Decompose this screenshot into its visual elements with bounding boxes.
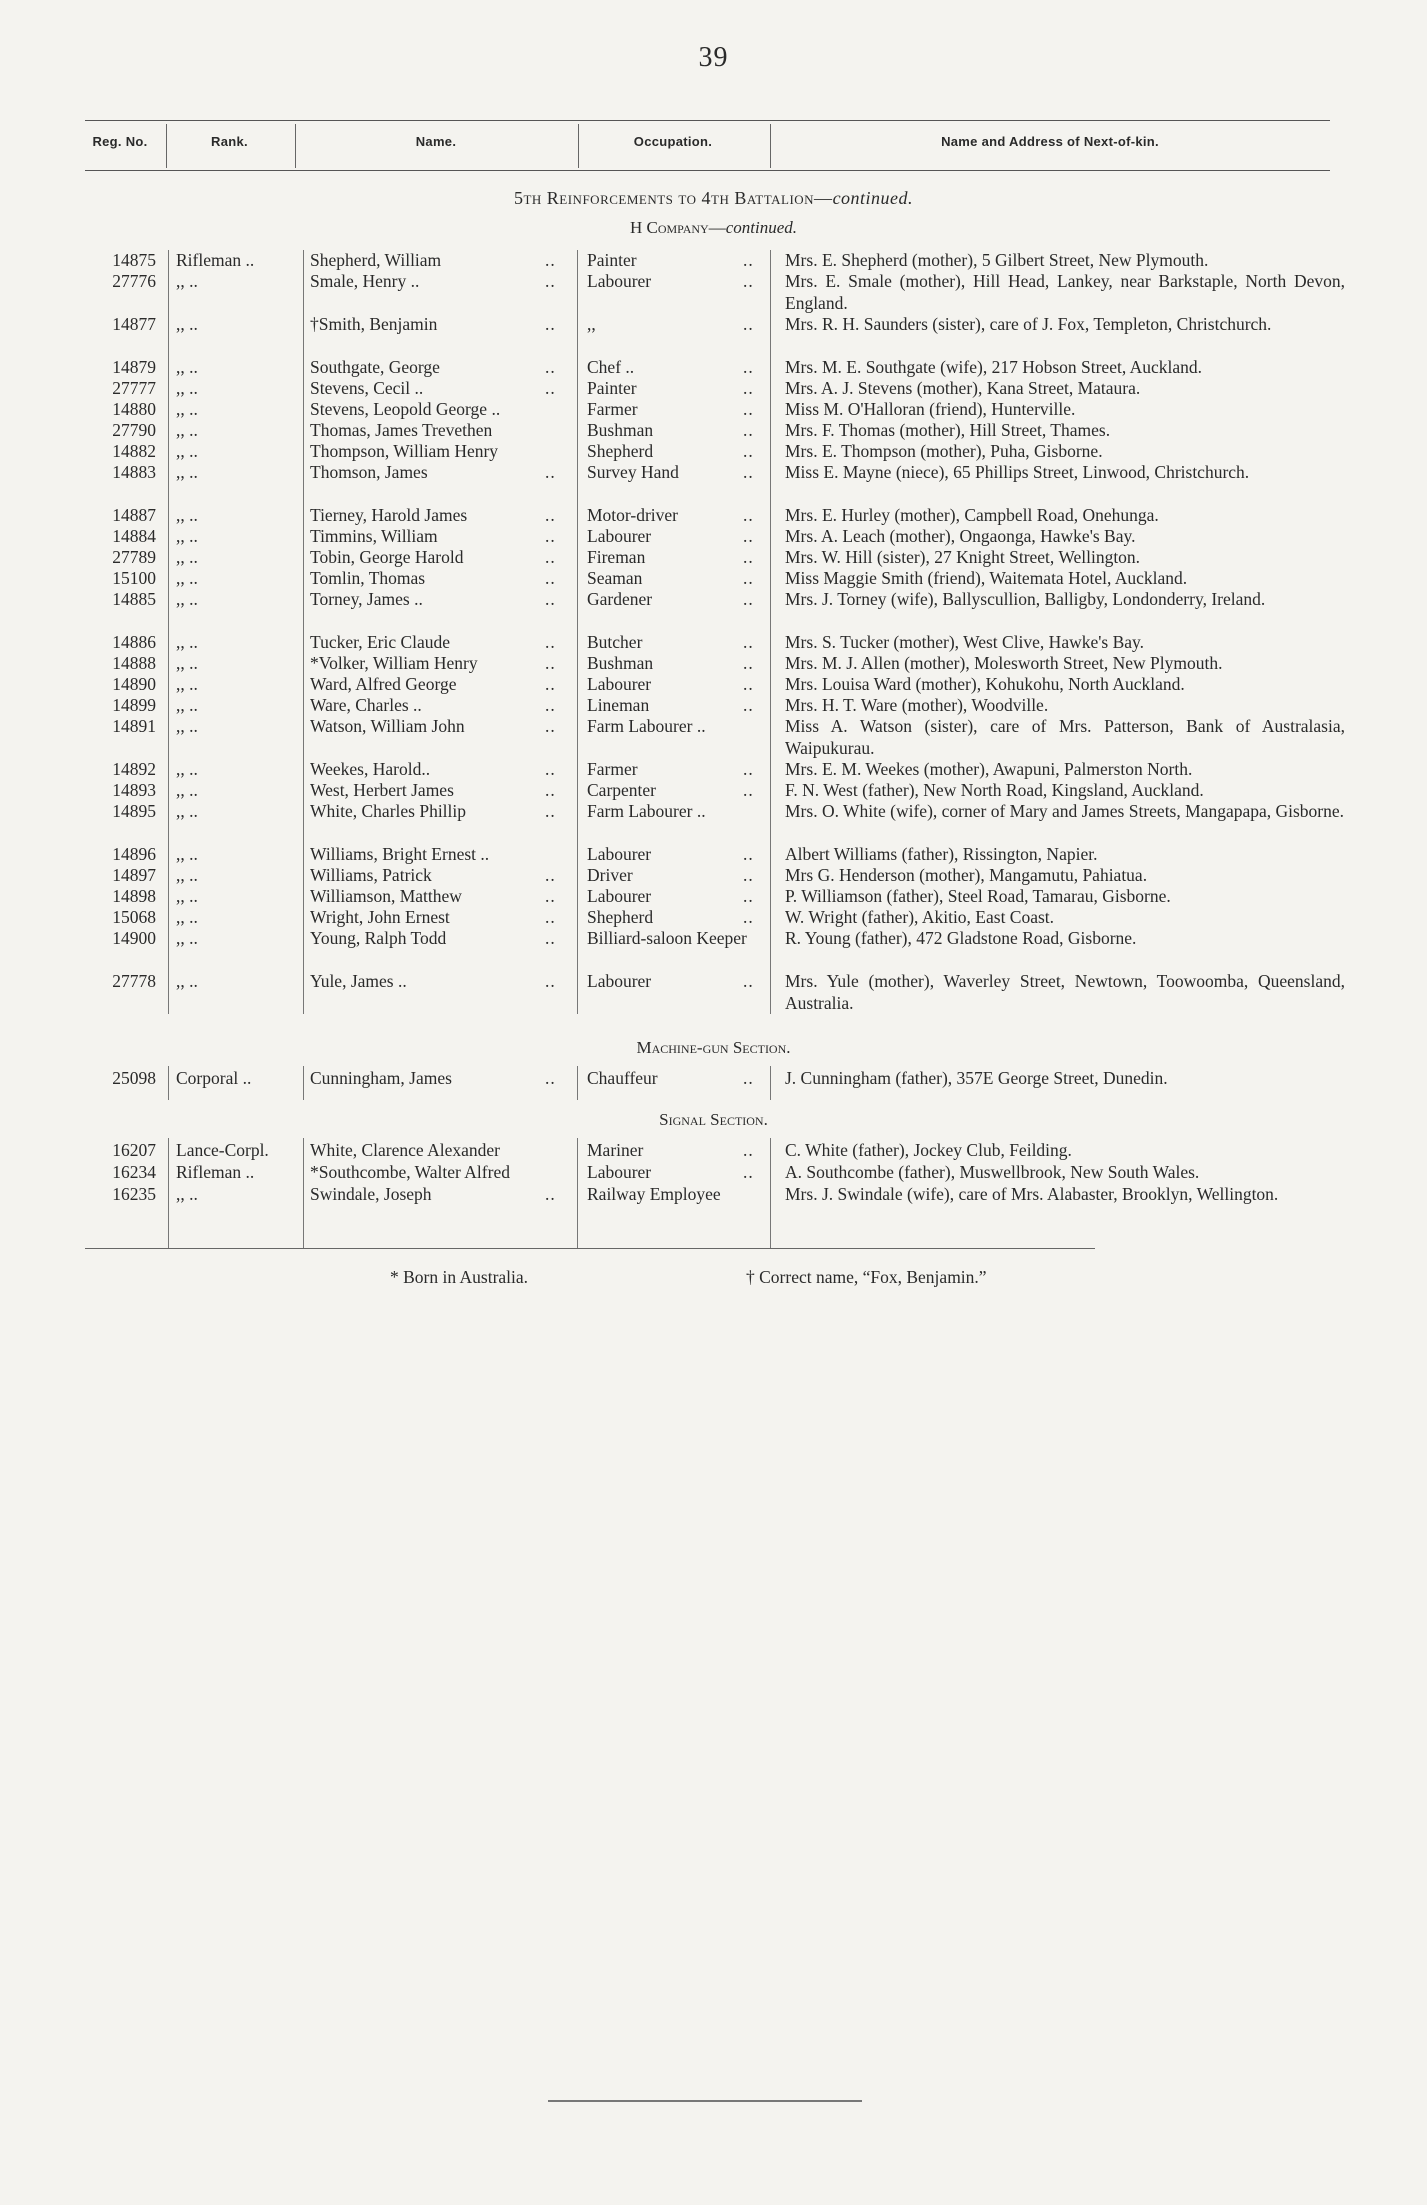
next-of-kin-cell: C. White (father), Jockey Club, Feilding. (785, 1140, 1072, 1160)
table-row (0, 568, 1427, 589)
reg-no-cell: 27777 (112, 378, 156, 398)
occupation-cell: Mariner (587, 1140, 644, 1160)
leader-dots: .. (743, 780, 754, 800)
leader-dots: .. (545, 759, 556, 779)
reg-no-cell: 14898 (112, 886, 156, 906)
leader-dots: .. (743, 526, 754, 546)
name-cell: Tierney, Harold James (310, 505, 468, 525)
reg-no-cell: 15100 (112, 568, 156, 588)
rank-cell: ,, .. (176, 547, 198, 567)
occupation-cell: Shepherd (587, 907, 654, 927)
leader-dots: .. (545, 568, 556, 588)
header-next-of-kin: Name and Address of Next-of-kin. (941, 134, 1159, 149)
leader-dots: .. (545, 716, 556, 736)
table-bottom-rule (85, 1248, 1095, 1249)
occupation-cell: Butcher (587, 632, 643, 652)
name-cell: Southgate, George (310, 357, 440, 377)
table-row (0, 250, 1427, 271)
rank-cell: ,, .. (176, 928, 198, 948)
rank-cell: ,, .. (176, 780, 198, 800)
rank-cell: ,, .. (176, 886, 198, 906)
table-row (0, 844, 1427, 865)
reg-no-cell: 14880 (112, 399, 156, 419)
name-cell: White, Clarence Alexander (310, 1140, 500, 1160)
rank-cell: ,, .. (176, 674, 198, 694)
reg-no-cell: 14890 (112, 674, 156, 694)
reg-no-cell: 14887 (112, 505, 156, 525)
reg-no-cell: 14891 (112, 716, 156, 736)
header-top-rule (85, 120, 1330, 121)
leader-dots: .. (743, 759, 754, 779)
next-of-kin-cell: Mrs. R. H. Saunders (sister), care of J. Fox, Templeton, Christchurch. (785, 314, 1272, 334)
leader-dots: .. (743, 399, 754, 419)
leader-dots: .. (545, 547, 556, 567)
leader-dots: .. (545, 1184, 556, 1204)
next-of-kin-cell: Mrs. E. Smale (mother), Hill Head, Lankey, near Barkstaple, North Devon, England. (785, 271, 1345, 313)
leader-dots: .. (545, 695, 556, 715)
reg-no-cell: 14877 (112, 314, 156, 334)
column-rule (168, 1138, 169, 1248)
table-row (0, 314, 1427, 357)
next-of-kin-cell: Mrs. M. E. Southgate (wife), 217 Hobson Street, Auckland. (785, 357, 1203, 377)
occupation-cell: Billiard-saloon Keeper (587, 928, 747, 948)
occupation-cell: Labourer (587, 886, 652, 906)
table-row (0, 928, 1427, 971)
occupation-cell: Farmer (587, 759, 638, 779)
table-row (0, 441, 1427, 462)
column-rule (770, 1066, 771, 1100)
leader-dots: .. (545, 1068, 556, 1088)
leader-dots: .. (743, 653, 754, 673)
rank-cell: ,, .. (176, 632, 198, 652)
leader-dots: .. (545, 462, 556, 482)
next-of-kin-cell: Miss M. O'Halloran (friend), Hunterville. (785, 399, 1076, 419)
reg-no-cell: 14892 (112, 759, 156, 779)
occupation-cell: ,, (587, 314, 596, 334)
next-of-kin-cell: P. Williamson (father), Steel Road, Tamarau, Gisborne. (785, 886, 1171, 906)
occupation-cell: Labourer (587, 271, 652, 291)
reg-no-cell: 14875 (112, 250, 156, 270)
reg-no-cell: 14886 (112, 632, 156, 652)
leader-dots: .. (743, 505, 754, 525)
leader-dots: .. (743, 547, 754, 567)
occupation-cell: Labourer (587, 526, 652, 546)
rank-cell: ,, .. (176, 462, 198, 482)
header-name: Name. (415, 134, 457, 149)
next-of-kin-cell: Mrs. Louisa Ward (mother), Kohukohu, North Auckland. (785, 674, 1185, 694)
name-cell: Torney, James .. (310, 589, 423, 609)
table-row (0, 505, 1427, 526)
reg-no-cell: 14900 (112, 928, 156, 948)
leader-dots: .. (743, 1140, 754, 1160)
next-of-kin-cell: Miss Maggie Smith (friend), Waitemata Hotel, Auckland. (785, 568, 1188, 588)
machine-gun-title (0, 1038, 1427, 1058)
next-of-kin-cell: F. N. West (father), New North Road, Kingsland, Auckland. (785, 780, 1204, 800)
name-cell: †Smith, Benjamin (310, 314, 438, 334)
rank-cell: ,, .. (176, 399, 198, 419)
rank-cell: ,, .. (176, 441, 198, 461)
reg-no-cell: 14879 (112, 357, 156, 377)
company-title-continued: continued. (725, 218, 798, 237)
column-rule (577, 1066, 578, 1100)
rank-cell: ,, .. (176, 695, 198, 715)
leader-dots: .. (743, 865, 754, 885)
header-reg-no: Reg. No. (92, 134, 148, 149)
leader-dots: .. (743, 271, 754, 291)
reg-no-cell: 15068 (112, 907, 156, 927)
occupation-cell: Driver (587, 865, 633, 885)
name-cell: Young, Ralph Todd (310, 928, 447, 948)
next-of-kin-cell: Miss A. Watson (sister), care of Mrs. Patterson, Bank of Australasia, Waipukurau. (785, 716, 1345, 758)
leader-dots: .. (545, 971, 556, 991)
column-rule (303, 1138, 304, 1248)
occupation-cell: Labourer (587, 1162, 652, 1182)
rank-cell: Lance-Corpl. (176, 1140, 269, 1160)
reg-no-cell: 14893 (112, 780, 156, 800)
reg-no-cell: 14896 (112, 844, 156, 864)
rank-cell: ,, .. (176, 378, 198, 398)
reg-no-cell: 14885 (112, 589, 156, 609)
occupation-cell: Chef .. (587, 357, 635, 377)
header-rank: Rank. (211, 134, 248, 149)
name-cell: Williams, Patrick (310, 865, 432, 885)
occupation-cell: Painter (587, 250, 637, 270)
reg-no-cell: 14888 (112, 653, 156, 673)
table-row (0, 632, 1427, 653)
end-rule (548, 2100, 862, 2102)
next-of-kin-cell: A. Southcombe (father), Muswellbrook, New South Wales. (785, 1162, 1200, 1182)
table-row (0, 399, 1427, 420)
rank-cell: ,, .. (176, 357, 198, 377)
name-cell: *Volker, William Henry (310, 653, 478, 673)
reg-no-cell: 16235 (112, 1184, 156, 1204)
leader-dots: .. (743, 632, 754, 652)
rank-cell: ,, .. (176, 505, 198, 525)
name-cell: Ward, Alfred George (310, 674, 457, 694)
rank-cell: ,, .. (176, 907, 198, 927)
next-of-kin-cell: Mrs. E. M. Weekes (mother), Awapuni, Palmerston North. (785, 759, 1193, 779)
next-of-kin-cell: Miss E. Mayne (niece), 65 Phillips Street, Linwood, Christchurch. (785, 462, 1250, 482)
table-row (0, 420, 1427, 441)
name-cell: Swindale, Joseph (310, 1184, 432, 1204)
name-cell: Stevens, Cecil .. (310, 378, 424, 398)
leader-dots: .. (743, 462, 754, 482)
name-cell: Williamson, Matthew (310, 886, 462, 906)
table-row (0, 462, 1427, 505)
occupation-cell: Survey Hand (587, 462, 679, 482)
table-row (0, 907, 1427, 928)
next-of-kin-cell: Mrs. E. Hurley (mother), Campbell Road, Onehunga. (785, 505, 1159, 525)
occupation-cell: Farm Labourer .. (587, 801, 706, 821)
occupation-cell: Shepherd (587, 441, 654, 461)
occupation-cell: Farmer (587, 399, 638, 419)
table-row (0, 674, 1427, 695)
leader-dots: .. (743, 674, 754, 694)
reg-no-cell: 27789 (112, 547, 156, 567)
rank-cell: ,, .. (176, 271, 198, 291)
table-row (0, 886, 1427, 907)
name-cell: Smale, Henry .. (310, 271, 420, 291)
occupation-cell: Labourer (587, 844, 652, 864)
name-cell: Weekes, Harold.. (310, 759, 431, 779)
next-of-kin-cell: Mrs. H. T. Ware (mother), Woodville. (785, 695, 1049, 715)
table-row (0, 971, 1427, 1014)
leader-dots: .. (743, 250, 754, 270)
rank-cell: ,, .. (176, 589, 198, 609)
next-of-kin-cell: Mrs. A. Leach (mother), Ongaonga, Hawke's Bay. (785, 526, 1136, 546)
rank-cell: ,, .. (176, 971, 198, 991)
occupation-cell: Railway Employee (587, 1184, 721, 1204)
occupation-cell: Painter (587, 378, 637, 398)
next-of-kin-cell: Mrs. E. Shepherd (mother), 5 Gilbert Street, New Plymouth. (785, 250, 1209, 270)
signal-title (0, 1110, 1427, 1130)
footnote-born-australia: * Born in Australia. (390, 1267, 529, 1287)
next-of-kin-cell: Mrs. M. J. Allen (mother), Molesworth Street, New Plymouth. (785, 653, 1223, 673)
section-title (0, 188, 1427, 209)
table-row (0, 378, 1427, 399)
table-row (0, 653, 1427, 674)
rank-cell: ,, .. (176, 716, 198, 736)
rank-cell: ,, .. (176, 526, 198, 546)
occupation-cell: Gardener (587, 589, 653, 609)
occupation-cell: Chauffeur (587, 1068, 658, 1088)
reg-no-cell: 14883 (112, 462, 156, 482)
leader-dots: .. (743, 907, 754, 927)
name-cell: *Southcombe, Walter Alfred (310, 1162, 510, 1182)
rank-cell: Rifleman .. (176, 250, 255, 270)
next-of-kin-cell: Mrs. F. Thomas (mother), Hill Street, Thames. (785, 420, 1111, 440)
leader-dots: .. (743, 441, 754, 461)
leader-dots: .. (545, 250, 556, 270)
leader-dots: .. (545, 801, 556, 821)
occupation-cell: Labourer (587, 674, 652, 694)
rank-cell: ,, .. (176, 314, 198, 334)
company-title-main: H Company— (629, 218, 726, 237)
name-cell: Thomson, James (310, 462, 428, 482)
table-row (0, 695, 1427, 716)
reg-no-cell: 14882 (112, 441, 156, 461)
leader-dots: .. (545, 271, 556, 291)
table-row (0, 271, 1427, 314)
table-row (0, 357, 1427, 378)
name-cell: Thompson, William Henry (310, 441, 499, 461)
next-of-kin-cell: Albert Williams (father), Rissington, Napier. (785, 844, 1098, 864)
header-occupation: Occupation. (633, 134, 713, 149)
footnote-correct-name: † Correct name, “Fox, Benjamin.” (746, 1267, 987, 1287)
name-cell: Watson, William John (310, 716, 465, 736)
leader-dots: .. (545, 653, 556, 673)
name-cell: White, Charles Phillip (310, 801, 467, 821)
occupation-cell: Labourer (587, 971, 652, 991)
table-row (0, 801, 1427, 844)
rank-cell: ,, .. (176, 865, 198, 885)
leader-dots: .. (545, 357, 556, 377)
rank-cell: ,, .. (176, 844, 198, 864)
leader-dots: .. (743, 844, 754, 864)
reg-no-cell: 14895 (112, 801, 156, 821)
next-of-kin-cell: Mrs. J. Swindale (wife), care of Mrs. Alabaster, Brooklyn, Wellington. (785, 1184, 1279, 1204)
rank-cell: ,, .. (176, 759, 198, 779)
leader-dots: .. (545, 526, 556, 546)
rank-cell: Corporal .. (176, 1068, 252, 1088)
next-of-kin-cell: Mrs. E. Thompson (mother), Puha, Gisborne. (785, 441, 1103, 461)
next-of-kin-cell: R. Young (father), 472 Gladstone Road, Gisborne. (785, 928, 1137, 948)
name-cell: Thomas, James Trevethen (310, 420, 493, 440)
occupation-cell: Motor-driver (587, 505, 679, 525)
next-of-kin-cell: Mrs. Yule (mother), Waverley Street, Newtown, Toowoomba, Queensland, Australia. (785, 971, 1345, 1013)
table-row (0, 526, 1427, 547)
leader-dots: .. (743, 1068, 754, 1088)
column-rule (168, 1066, 169, 1100)
occupation-cell: Bushman (587, 420, 654, 440)
machine-gun-title-text: Machine-gun Section. (636, 1038, 791, 1057)
leader-dots: .. (743, 378, 754, 398)
rank-cell: ,, .. (176, 420, 198, 440)
occupation-cell: Lineman (587, 695, 650, 715)
occupation-cell: Carpenter (587, 780, 656, 800)
reg-no-cell: 27776 (112, 271, 156, 291)
rank-cell: ,, .. (176, 801, 198, 821)
page-number: 39 (698, 42, 729, 73)
name-cell: West, Herbert James (310, 780, 454, 800)
reg-no-cell: 25098 (112, 1068, 156, 1088)
name-cell: Timmins, William (310, 526, 438, 546)
leader-dots: .. (545, 314, 556, 334)
leader-dots: .. (743, 568, 754, 588)
rank-cell: ,, .. (176, 1184, 198, 1204)
next-of-kin-cell: Mrs. O. White (wife), corner of Mary and James Streets, Mangapapa, Gisborne. (785, 801, 1345, 821)
leader-dots: .. (743, 971, 754, 991)
rank-cell: ,, .. (176, 568, 198, 588)
column-rule (577, 1138, 578, 1248)
name-cell: Tomlin, Thomas (310, 568, 426, 588)
name-cell: Shepherd, William (310, 250, 442, 270)
leader-dots: .. (545, 505, 556, 525)
name-cell: Yule, James .. (310, 971, 407, 991)
rank-cell: ,, .. (176, 653, 198, 673)
leader-dots: .. (545, 589, 556, 609)
occupation-cell: Bushman (587, 653, 654, 673)
leader-dots: .. (743, 1162, 754, 1182)
name-cell: Ware, Charles .. (310, 695, 422, 715)
next-of-kin-cell: Mrs. W. Hill (sister), 27 Knight Street, Wellington. (785, 547, 1141, 567)
next-of-kin-cell: Mrs. J. Torney (wife), Ballyscullion, Balligby, Londonderry, Ireland. (785, 589, 1266, 609)
rank-cell: Rifleman .. (176, 1162, 255, 1182)
leader-dots: .. (545, 865, 556, 885)
leader-dots: .. (545, 780, 556, 800)
name-cell: Stevens, Leopold George .. (310, 399, 501, 419)
table-row (0, 547, 1427, 568)
leader-dots: .. (545, 632, 556, 652)
occupation-cell: Fireman (587, 547, 646, 567)
leader-dots: .. (545, 378, 556, 398)
reg-no-cell: 14899 (112, 695, 156, 715)
leader-dots: .. (743, 886, 754, 906)
leader-dots: .. (545, 674, 556, 694)
leader-dots: .. (743, 589, 754, 609)
section-title-continued: continued. (832, 188, 914, 208)
table-row (0, 780, 1427, 801)
name-cell: Tobin, George Harold (310, 547, 464, 567)
next-of-kin-cell: Mrs G. Henderson (mother), Mangamutu, Pahiatua. (785, 865, 1148, 885)
company-title (0, 218, 1427, 238)
signal-title-text: Signal Section. (659, 1110, 768, 1129)
table-row (0, 716, 1427, 759)
name-cell: Cunningham, James (310, 1068, 452, 1088)
next-of-kin-cell: Mrs. A. J. Stevens (mother), Kana Street, Mataura. (785, 378, 1141, 398)
reg-no-cell: 16207 (112, 1140, 156, 1160)
next-of-kin-cell: Mrs. S. Tucker (mother), West Clive, Hawke's Bay. (785, 632, 1145, 652)
column-rule (303, 1066, 304, 1100)
name-cell: Williams, Bright Ernest .. (310, 844, 490, 864)
leader-dots: .. (743, 357, 754, 377)
leader-dots: .. (545, 886, 556, 906)
reg-no-cell: 27778 (112, 971, 156, 991)
next-of-kin-cell: J. Cunningham (father), 357E George Street, Dunedin. (785, 1068, 1168, 1088)
table-row (0, 589, 1427, 632)
leader-dots: .. (545, 907, 556, 927)
name-cell: Wright, John Ernest (310, 907, 450, 927)
table-row (0, 759, 1427, 780)
occupation-cell: Farm Labourer .. (587, 716, 706, 736)
reg-no-cell: 16234 (112, 1162, 156, 1182)
next-of-kin-cell: W. Wright (father), Akitio, East Coast. (785, 907, 1055, 927)
reg-no-cell: 14897 (112, 865, 156, 885)
reg-no-cell: 14884 (112, 526, 156, 546)
occupation-cell: Seaman (587, 568, 643, 588)
leader-dots: .. (743, 420, 754, 440)
table-row (0, 865, 1427, 886)
leader-dots: .. (743, 695, 754, 715)
header-bottom-rule (85, 170, 1330, 171)
name-cell: Tucker, Eric Claude (310, 632, 451, 652)
section-title-main: 5th Reinforcements to 4th Battalion— (513, 188, 833, 208)
leader-dots: .. (545, 928, 556, 948)
reg-no-cell: 27790 (112, 420, 156, 440)
column-rule (770, 1138, 771, 1248)
leader-dots: .. (743, 314, 754, 334)
